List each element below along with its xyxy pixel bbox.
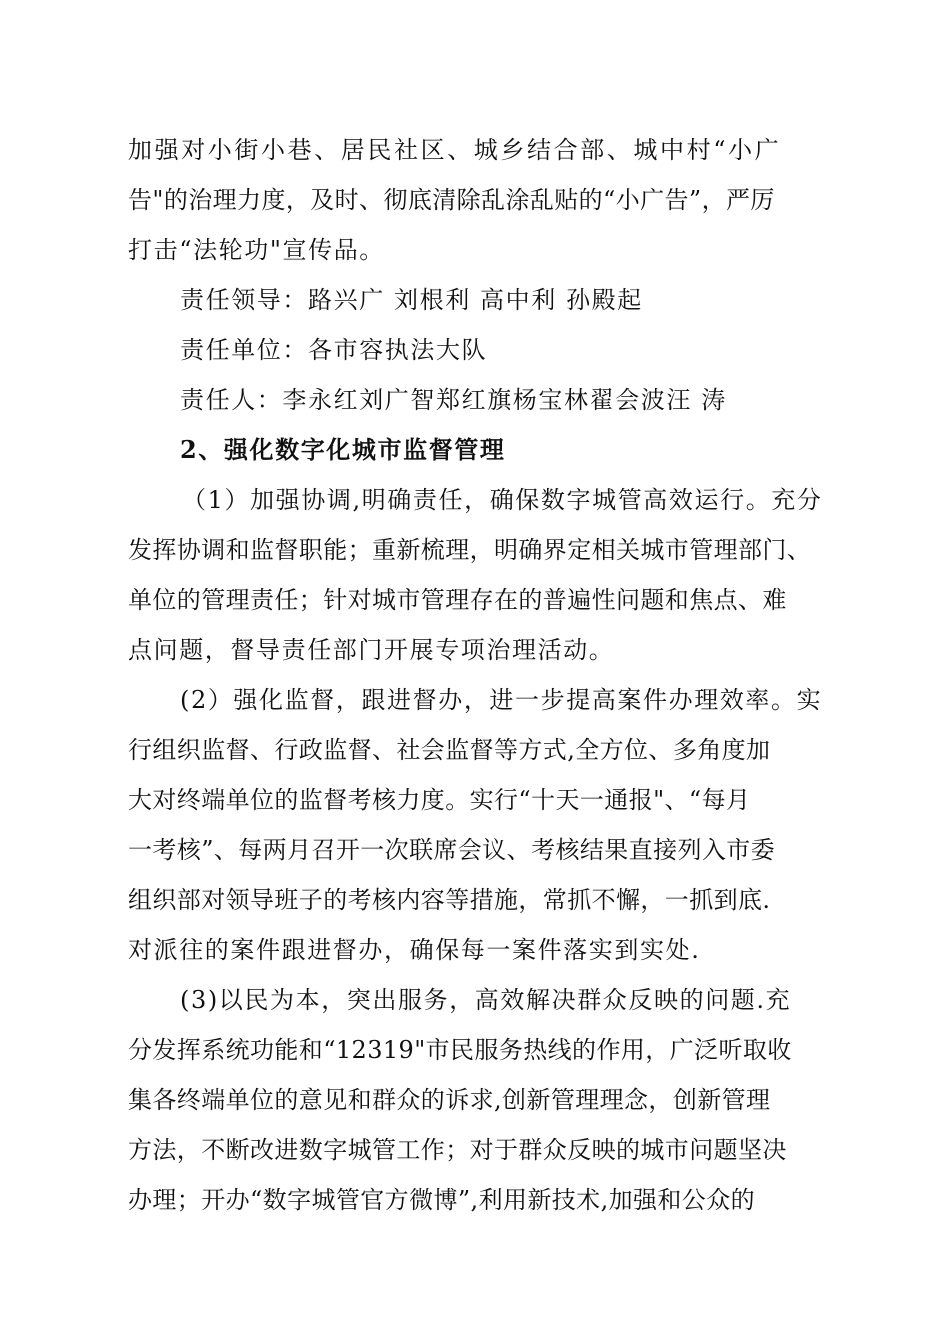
- text-line-12: (2）强化监督，跟进督办，进一步提高案件办理效率。实: [180, 686, 823, 714]
- text-line-9: 发挥协调和监督职能；重新梳理，明确界定相关城市管理部门、: [128, 536, 812, 564]
- text-line-20: 集各终端单位的意见和群众的诉求,创新管理理念，创新管理: [128, 1086, 771, 1114]
- text-line-21: 方法，不断改进数字城管工作；对于群众反映的城市问题坚决: [128, 1136, 787, 1164]
- text-line-17: 对派往的案件跟进督办，确保每一案件落实到实处.: [128, 936, 701, 964]
- text-line-11: 点问题，督导责任部门开展专项治理活动。: [128, 636, 615, 664]
- section-heading: 2、强化数字化城市监督管理: [180, 435, 506, 464]
- text-line-10: 单位的管理责任；针对城市管理存在的普遍性问题和焦点、难: [128, 586, 787, 614]
- text-line-18: (3)以民为本，突出服务，高效解决群众反映的问题.充: [180, 986, 792, 1014]
- text-line-22: 办理；开办“数字城管官方微博”,利用新技术,加强和公众的: [128, 1186, 755, 1214]
- text-line-8: （1）加强协调,明确责任，确保数字城管高效运行。充分: [182, 486, 823, 514]
- text-line-3: 打击“法轮功"宣传品。: [128, 236, 385, 264]
- text-line-16: 组织部对领导班子的考核内容等措施，常抓不懈，一抓到底.: [128, 886, 771, 914]
- responsible-unit: 责任单位：各市容执法大队: [180, 336, 488, 364]
- text-line-2: 告"的治理力度，及时、彻底清除乱涂乱贴的“小广告”，严厉: [128, 186, 775, 214]
- text-line-15: 一考核”、每两月召开一次联席会议、考核结果直接列入市委: [128, 836, 776, 864]
- responsible-leaders: 责任领导：路兴广 刘根利 高中利 孙殿起: [180, 286, 643, 314]
- responsible-persons: 责任人：李永红刘广智郑红旗杨宝林翟会波汪 涛: [180, 386, 727, 414]
- text-line-13: 行组织监督、行政监督、社会监督等方式,全方位、多角度加: [128, 736, 771, 764]
- text-line-1: 加强对小街小巷、居民社区、城乡结合部、城中村“小广: [128, 136, 782, 164]
- text-line-14: 大对终端单位的监督考核力度。实行“十天一通报"、“每月: [128, 786, 751, 814]
- text-line-19: 分发挥系统功能和“12319"市民服务热线的作用，广泛听取收: [128, 1036, 792, 1064]
